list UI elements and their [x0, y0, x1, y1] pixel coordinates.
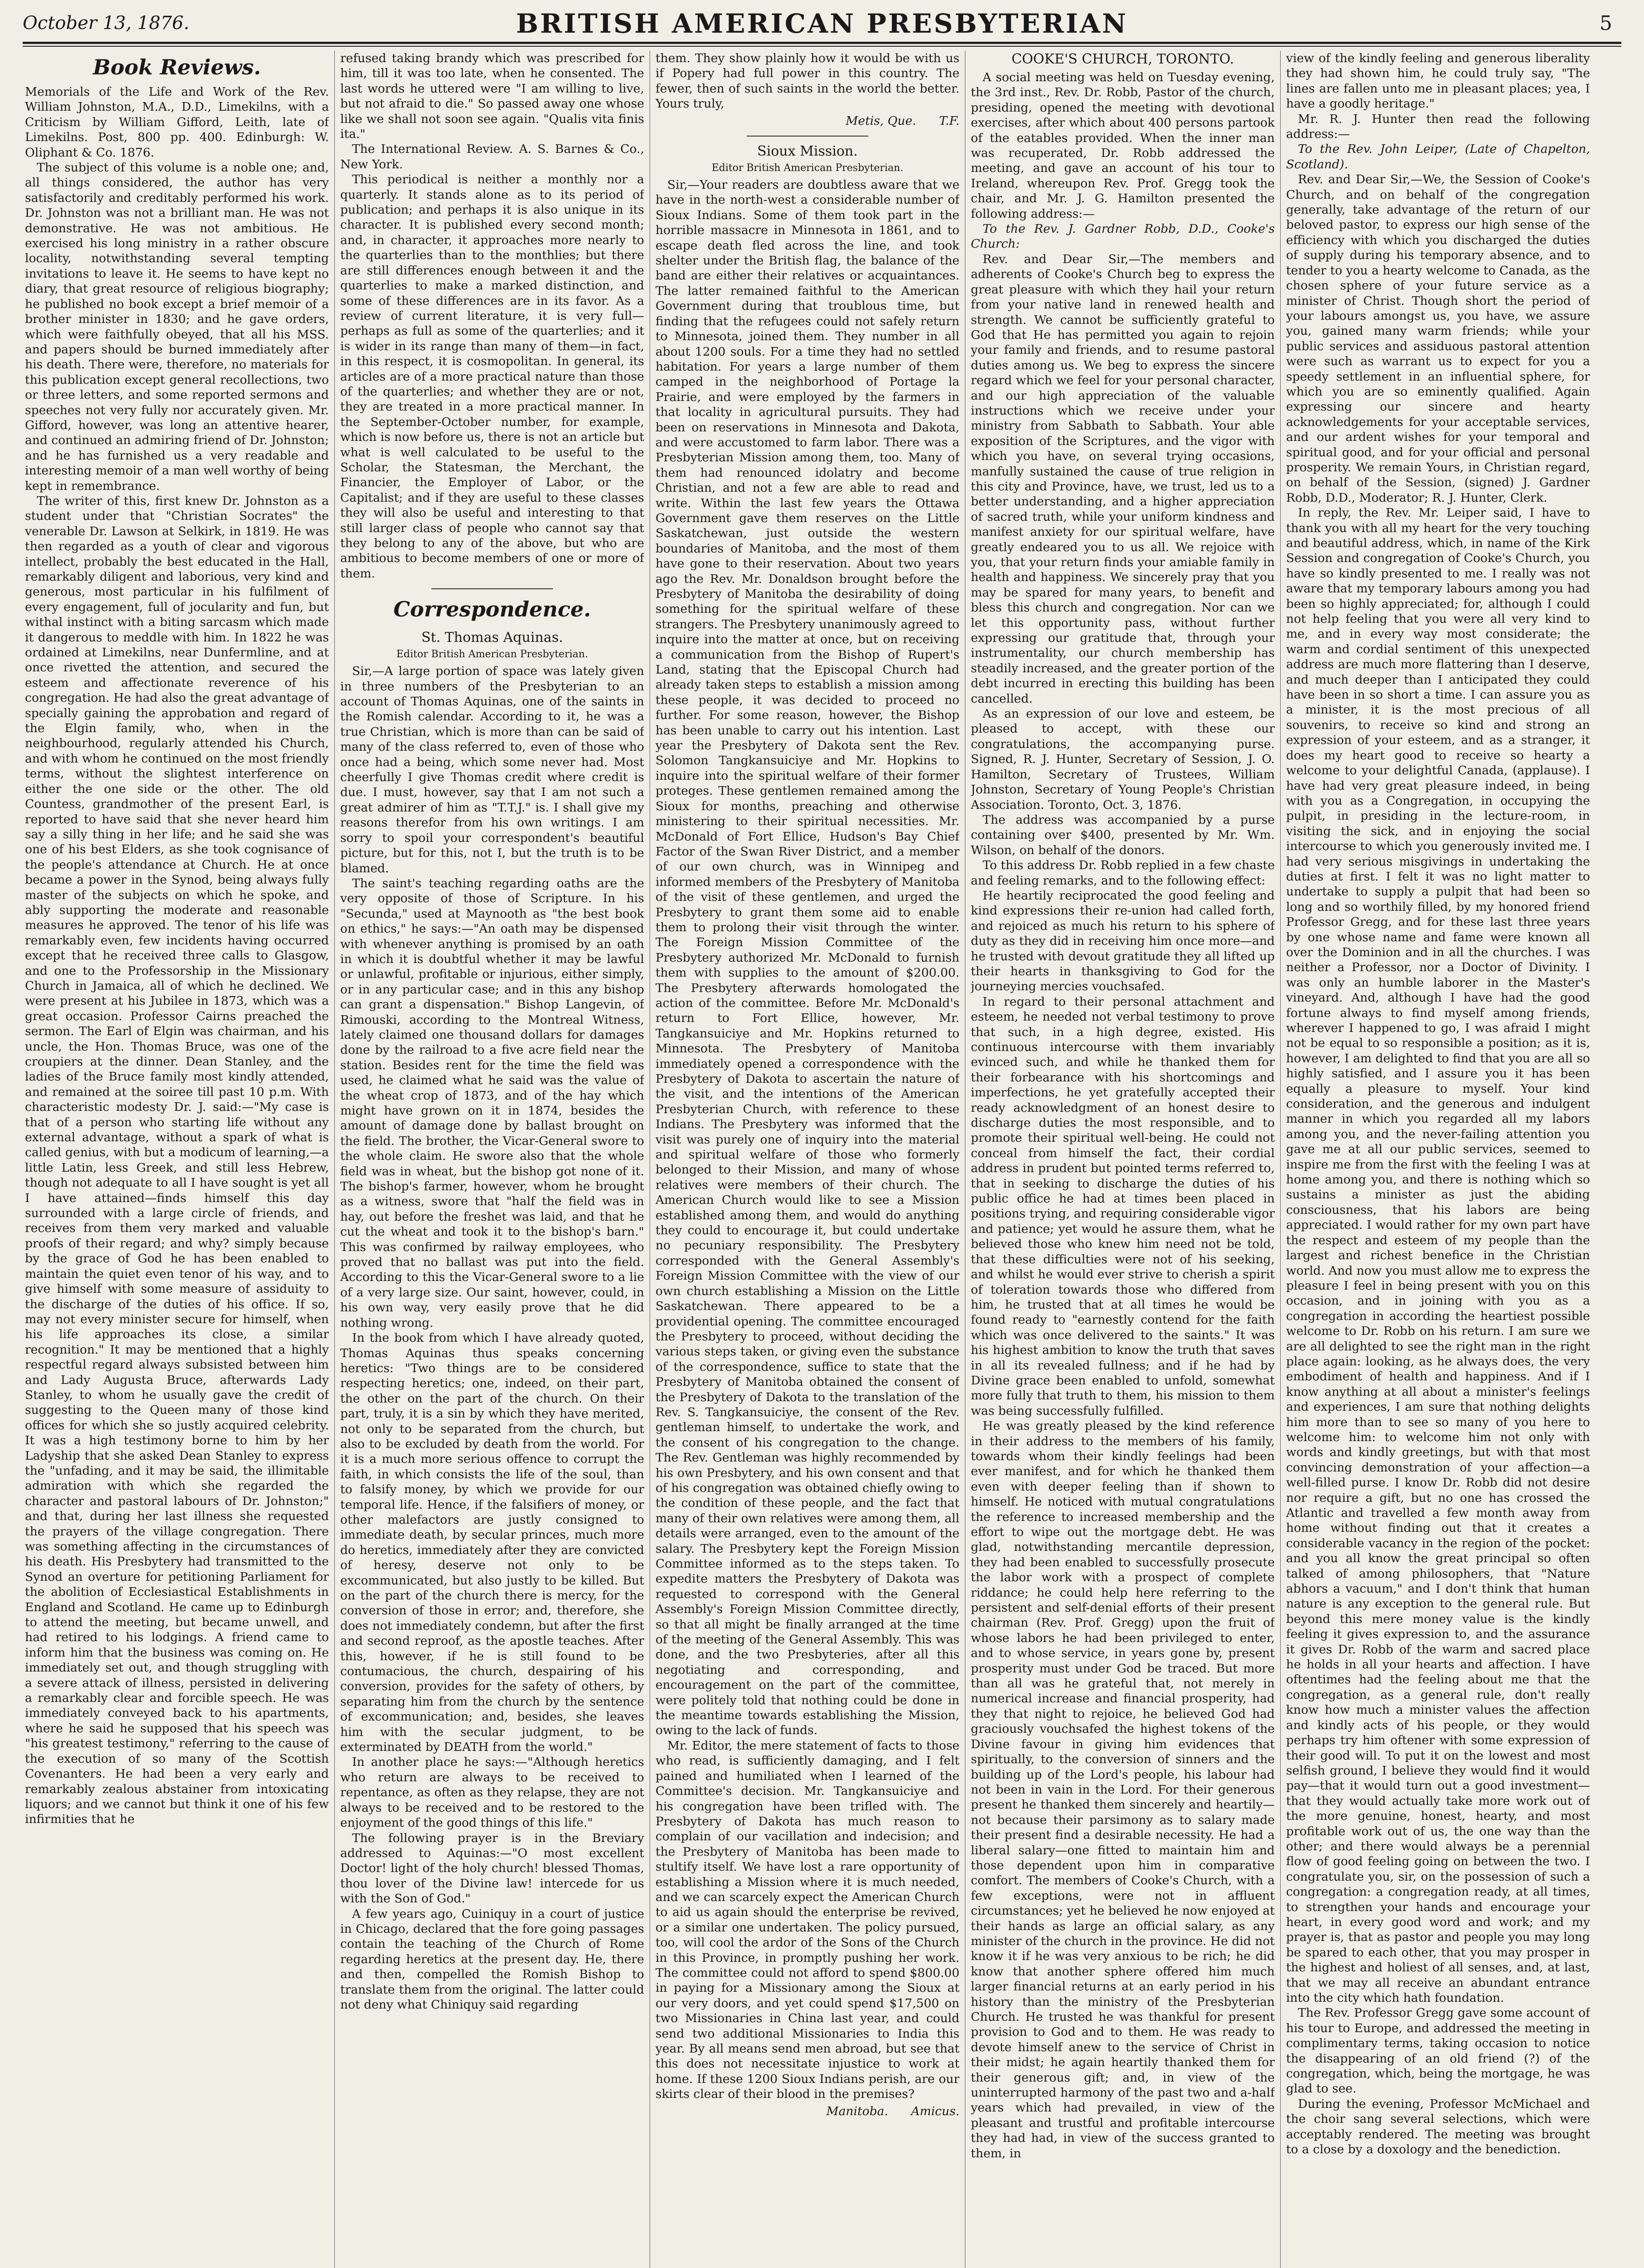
article-paragraph: He heartily reciprocated the good feeling and kind expressions their re-union had called forth, and rejoiced as much his return to his sphere of duty as they did in receiving him once more—and he trusted with devout gratitude they all lifted up their hearts in thanksgiving to God for the journeying mercies vouchsafed.: [971, 888, 1275, 994]
newspaper-title: BRITISH AMERICAN PRESBYTERIAN: [516, 8, 1128, 39]
article-paragraph: A few years ago, Cuiniquy in a court of justice in Chicago, declared that the fore going passages contain the teaching of the Church of Rome regarding heretics at the present day. He, there and then, compelled the Romish Bishop to translate them from the original. The latter could not deny what Chiniquy said regarding: [340, 1906, 644, 2012]
column-2: [340, 51, 644, 2268]
column-1: [25, 51, 329, 2268]
article-paragraph: In regard to their personal attachment and esteem, he needed not verbal testimony to prove that such, in a high degree, existed. His continuous intercourse with them invariably evinced such, and while he thanked them for their forbearance with his shortcomings and imperfections, he yet gratefully accepted their ready acknowledgment of an honest desire to discharge duties the most responsible, and to promote their spiritual well-being. He could not conceal from himself the fact, their cordial address in prudent but pointed terms referred to, that in seeking to discharge the duties of his public office he had at times been placed in positions trying, and requiring considerable vigor and patience; yet would he assure them, what he believed those who knew him need not be told, that these difficulties were not of his seeking, and whilst he would ever strive to cherish a spirit of toleration towards those who differed from him, he trusted that at all times he would be found ready to "earnestly contend for the faith which was once delivered to the saints." It was his highest ambition to know the truth that saves in all its revealed fullness; and if he had by Divine grace been enabled to unfold, somewhat more fully that truth to them, his mission to them was being successfully fulfilled.: [971, 994, 1275, 1418]
review-citation: The International Review. A. S. Barnes & Co., New York.: [340, 142, 644, 171]
article-paragraph: refused taking brandy which was prescribed for him, till it was too late, when he consented. The last words he uttered were "I am willing to live, but not afraid to die." So passed away one whose like we shall not soon see again. "Qualis vita finis ita.": [340, 51, 644, 142]
article-paragraph: To this address Dr. Robb replied in a few chaste and feeling remarks, and to the following effect:: [971, 858, 1275, 888]
column-divider: [1280, 51, 1281, 2268]
article-paragraph: In another place he says:—"Although heretics who return are always to be received to repentance, as often as they relapse, they are not always to be received and to be restored to the enjoyment of the good things of this life.": [340, 1755, 644, 1830]
article-paragraph: Sir,—Your readers are doubtless aware that we have in the north-west a considerable number of Sioux Indians. Some of them took part in the horrible massacre in Minnesota in 1861, and to escape death fled across the line, and took shelter under the British flag, the balance of the band are either their relatives or acquaintances. The latter remained faithful to the American Government during that troublous time, but finding that the refugees could not safely return to Minnesota, joined them. They number in all about 1200 souls. For a time they had no settled habitation. For years a large number of them camped in the neighborhood of Portage la Prairie, and were employed by the farmers in that locality in agricultural pursuits. They had been on reservations in Minnesota and Dakota, and were accustomed to farm labor. There was a Presbyterian Mission among them, too. Many of them had renounced idolatry and become Christian, and not a few are able to read and write. Within the last few years the Ottawa Government gave them reserves on the Little Saskatchewan, just outside the western boundaries of Manitoba, and the most of them have gone to their reservation. About two years ago the Rev. Mr. Donaldson brought before the Presbytery of Manitoba the desirability of doing something for the spiritual welfare of these strangers. The Presbytery unanimously agreed to inquire into the matter at once, but on receiving a communication from the Bishop of Rupert's Land, stating that the Episcopal Church had already taken steps to establish a mission among these people, it was decided to proceed no further. For some reason, however, the Bishop has been unable to carry out his intention. Last year the Presbytery of Dakota sent the Rev. Solomon Tangkansuiciye and Mr. Hopkins to inquire into the spiritual welfare of their former proteges. These gentlemen remained among the Sioux for months, preaching and otherwise ministering to their spiritual necessities. Mr. McDonald of Fort Ellice, Hudson's Bay Chief Factor of the Swan River District, and a member of our own church, was in Winnipeg and informed members of the Presbytery of Manitoba of the visit of these gentlemen, and urged the Presbytery to grant them some aid to enable them to prolong their visit through the winter. The Foreign Mission Committee of the Presbytery authorized Mr. McDonald to furnish them with supplies to the amount of $200.00. The Presbytery afterwards homologated the action of the committee. Before Mr. McDonald's return to Fort Ellice, however, Mr. Tangkansuiciye and Mr. Hopkins returned to Minnesota. The Presbytery of Manitoba immediately opened a correspondence with the Presbytery of Dakota to ascertain the nature of the visit, and the intentions of the American Presbyterian Church, with reference to these Indians. The Presbytery was informed that the visit was purely one of inquiry into the material and spiritual welfare of those who formerly belonged to their Mission, and many of whose relatives were members of their church. The American Church would like to see a Mission established among them, and would do anything they could to encourage it, but could undertake no pecuniary responsibility. The Presbytery corresponded with the General Assembly's Foreign Mission Committee with the view of our own church establishing a Mission on the Little Saskatchewan. There appeared to be a providential opening. The committee encouraged the Presbytery to proceed, without deciding the various steps taken, or giving even the substance of the correspondence, suffice to state that the Presbytery of Manitoba obtained the consent of the Presbytery of Dakota to the translation of the Rev. S. Tangkansuiciye, the consent of the Rev. gentleman himself, to undertake the work, and the consent of his congregation to the change. The Rev. Gentleman was highly recommended by his own Presbytery, and his own consent and that of his congregation was obtained chiefly owing to the condition of these people, and the fact that many of their own relatives were among them, all details were arranged, even to the amount of the salary. The Presbytery kept the Foreign Mission Committee informed as to the steps taken. To expedite matters the Presbytery of Dakota was requested to correspond with the General Assembly's Foreign Mission Committee directly, so that all might be finally arranged at the time of the meeting of the General Assembly. This was done, and the two Presbyteries, after all this negotiating and corresponding, and encouragement on the part of the committee, were politely told that nothing could be done in the meantime towards establishing the Mission, owing to the lack of funds.: [656, 178, 959, 1738]
column-3: [656, 51, 959, 2268]
letter-salutation-line: Editor British American Presbyterian.: [711, 162, 904, 174]
section-rule: [431, 588, 553, 589]
article-paragraph: During the evening, Professor McMichael and the choir sang several selections, which were acceptably rendered. The meeting was brought to a close by a doxology and the benediction.: [1286, 2097, 1590, 2157]
article-paragraph: Rev. and Dear Sir,—The members and adherents of Cooke's Church beg to express the great pleasure with which they hail your return from your native land in renewed health and strength. We cannot be sufficiently grateful to God that He has permitted you again to rejoin your family and friends, and to resume pastoral duties among us. We beg to express the sincere regard which we feel for your personal character, and our high appreciation of the valuable instructions which we receive under your ministry from Sabbath to Sabbath. Your able exposition of the Scriptures, and the vigor with which you have, on several trying occasions, manfully sustained the cause of true religion in this city and Province, have, we trust, led us to a better understanding, and a higher appreciation of sacred truth, while your uniform kindness and manifest anxiety for our spiritual welfare, have greatly endeared you to us all. We rejoice with you, that your return finds your amiable family in health and happiness. We sincerely pray that you may be spared for many years, to benefit and bless this church and congregation. Nor can we let this opportunity pass, without further expressing our gratitude that, through your instrumentality, our church membership has steadily increased, and the greater portion of the debt incurred in erecting this building has been cancelled.: [971, 252, 1275, 706]
section-rule: [747, 136, 868, 137]
signature-name: Amicus.: [911, 2104, 959, 2118]
section-heading-correspondence: Correspondence.: [393, 597, 591, 622]
address-heading: To the Rev. John Leiper, (Late of Chapelton, Scotland).: [1286, 142, 1590, 171]
article-paragraph: them. They show plainly how it would be with us if Popery had full power in this country. The fewer, then of such saints in the world the better. Yours truly,: [656, 51, 959, 111]
column-4: [971, 51, 1275, 2268]
letter-title: St. Thomas Aquinas.: [421, 630, 563, 646]
address-heading: To the Rev. J. Gardner Robb, D.D., Cooke's Church:: [971, 222, 1275, 251]
column-5: [1286, 51, 1590, 2268]
article-paragraph: In the book from which I have already quoted, Thomas Aquinas thus speaks concerning heretics: "Two things are to be considered respecting heretics; one, indeed, on their part, the other on the part of the church. On their part, truly, it is a sin by which they have merited, not only to be separated from the church, but also to be excluded by death from the world. For it is a much more serious offence to corrupt the faith, in which consists the life of the soul, than to falsify money, by which we provide for our temporal life. Hence, if the falsifiers of money, or other malefactors are justly consigned to immediate death, by secular princes, much more do heretics, immediately after they are convicted of heresy, deserve not only to be excommunicated, but also justly to be killed. But on the part of the church there is mercy, for the conversion of those in error; and, therefore, she does not immediately condemn, but after the first and second reproof, as the apostle teaches. After this, however, if he is still found to be contumacious, the church, despairing of his conversion, provides for the safety of others, by separating him from the church by the sentence of excommunication; and, besides, she leaves him with the secular judgment, to be exterminated by DEATH from the world.": [340, 1331, 644, 1755]
signature-place: Manitoba.: [826, 2104, 888, 2118]
article-paragraph: This periodical is neither a monthly nor a quarterly. It stands alone as to its period of publication; and perhaps it is also unique in its character. It is published every second month; and, in character, it approaches more nearly to the quarterlies than to the monthlies; but there are still differences enough between it and the quarterlies to make a marked distinction, and some of these differences are in its favor. As a review of current literature, it is very full—perhaps as full as some of the quarterlies; and it is wider in its range than many of them—in fact, in this respect, it is cosmopolitan. In general, its articles are of a more practical nature than those of the quarterlies; and whether they are or not, they are treated in a more practical manner. In the September-October number, for example, which is now before us, there is not an article but what is well calculated to be useful to the Scholar, the Statesman, the Merchant, the Financier, the Employer of Labor, or the Capitalist; and if they are useful to these classes they will also be useful and interesting to that still larger class of people who cannot say that they belong to any of the above, but who are ambitious to become members of one or more of them.: [340, 172, 644, 581]
article-paragraph: He was greatly pleased by the kind reference in their address to the members of his family, towards whom their kindly feelings had been ever manifest, and for which he thanked them even with deeper feeling than if shown to himself. He noticed with mutual congratulations the reference to increased membership and the effort to wipe out the mortgage debt. He was glad, notwithstanding mercantile depression, they had been enabled to successfully prosecute the labor work with a prospect of complete riddance; he could help here referring to the persistent and self-denial efforts of their present chairman (Rev. Prof. Gregg) upon the fruit of whose labors he had been privileged to enter, and to whose service, in years gone by, present prosperity must under God be traced. But more than all was he grateful that, not merely in numerical increase and financial prosperity, had they that night to rejoice, he believed God had graciously vouchsafed the highest tokens of the Divine favour in giving him evidences that spiritually, to the conversion of sinners and the building up of the Lord's people, his labour had not been in vain in the Lord. For their generous present he thanked them sincerely and heartily—not because their parsimony as to salary made their present find a desirable necessity. He had a liberal salary—one fitted to maintain him and those dependent upon him in comparative comfort. The members of Cooke's Church, with a few exceptions, were not in affluent circumstances; yet he believed he now enjoyed at their hands as large an official salary, as any minister of the church in the province. He did not know it if he was very anxious to be rich; he did know that another sphere offered him much larger financial returns at an early period in his history than the ministry of the Presbyterian Church. He trusted he was thankful for present provision to God and to them. He was ready to devote himself anew to the service of Christ in their midst; he again heartily thanked them for their generous gift; and, in view of the uninterrupted harmony of the past two and a-half years which had prevailed, in view of the pleasant and trustful and profitable intercourse they had had, in view of the success granted to them, in: [971, 1419, 1275, 2160]
signature-place: Metis, Que.: [846, 113, 916, 128]
masthead-rule: [23, 42, 1621, 44]
column-divider: [334, 51, 335, 2268]
letter-salutation-line: Editor British American Presbyterian.: [396, 649, 588, 660]
article-paragraph: Mr. Editor, the mere statement of facts to those who read, is sufficiently damaging, and I felt pained and humiliated when I learned of the Committee's decision. Mr. Tangkansuiciye and his congregation have been trifled with. The Presbytery of Dakota has much reason to complain of our vacillation and indecision; and the Presbytery of Manitoba has been made to stultify itself. We have lost a rare opportunity of establishing a Mission where it is much needed, and we can scarcely expect the American Church to aid us again should the enterprise be revived, or a similar one undertaken. The policy pursued, too, will cool the ardor of the Sons of the Church in this Province, in promptly pushing her work. The committee could not afford to spend $800.00 in paying for a Missionary among the Sioux at our very doors, and yet could spend $17,500 on two Missionaries in China last year, and could send two additional Missionaries to India this year. By all means send men abroad, but see that this does not necessitate injustice to work at home. If these 1200 Sioux Indians perish, are our skirts clear of their blood in the premises?: [656, 1738, 959, 2102]
masthead-rule-thin: [23, 46, 1621, 47]
article-paragraph: The Rev. Professor Gregg gave some account of his tour to Europe, and addressed the meeting in complimentary terms, taking occasion to notice the disappearing of an old friend (?) of the congregation, which, being the mortgage, he was glad to see.: [1286, 2006, 1590, 2096]
article-paragraph: view of the kindly feeling and generous liberality they had shown him, he could truly say, "The lines are fallen unto me in pleasant places; yea, I have a goodly heritage.": [1286, 51, 1590, 111]
article-paragraph: The following prayer is in the Breviary addressed to Aquinas:—"O most excellent Doctor! light of the holy church! blessed Thomas, thou lover of the Divine law! intercede for us with the Son of God.": [340, 1831, 644, 1906]
letter-title: Sioux Mission.: [757, 143, 858, 160]
article-paragraph: A social meeting was held on Tuesday evening, the 3rd inst., Rev. Dr. Robb, Pastor of the church, presiding, opened the meeting with devotional exercises, after which about 400 persons partook of the eatables provided. When the inner man was recuperated, Dr. Robb addressed the meeting, and gave an account of his tour to Ireland, whereupon Rev. Prof. Gregg took the chair, and Mr. J. G. Hamilton presented the following address:—: [971, 70, 1275, 221]
letter-signature: [656, 2104, 959, 2119]
article-paragraph: Rev. and Dear Sir,—We, the Session of Cooke's Church, and on behalf of the congregation generally, take advantage of the return of our beloved pastor, to express our high sense of the efficiency with which you discharged the duties of supply during his temporary absence, and to tender to you a hearty welcome to Canada, as the chosen sphere of your future service as a minister of Christ. Though short the period of your labours amongst us, you have, we assure you, gained many warm friends; while your public services and assiduous pastoral attention were such as warrant us to expect for you a speedy settlement in an influential sphere, for which you are so eminently qualified. Again expressing our sincere and hearty acknowledgements for your acceptable services, and our ardent wishes for your temporal and spiritual good, and for your official and personal prosperity. We remain Yours, in Christian regard, on behalf of the Session, (signed) J. Gardner Robb, D.D., Moderator; R. J. Hunter, Clerk.: [1286, 172, 1590, 505]
review-citation: Memorials of the Life and Work of the Rev. William Johnston, M.A., D.D., Limekilns, with a Criticism by William Gifford, Leith, late of Limekilns. Post, 800 pp. 400. Edinburgh: W. Oliphant & Co. 1876.: [25, 85, 329, 160]
article-paragraph: Mr. R. J. Hunter then read the following address:—: [1286, 112, 1590, 142]
article-paragraph: The writer of this, first knew Dr. Johnston as a student under that "Christian Socrates" the venerable Dr. Lawson at Selkirk, in 1819. He was then regarded as a youth of clear and vigorous intellect, probably the best educated in the Hall, remarkably diligent and laborious, very kind and generous, most particular in his fulfilment of every engagement, full of jocularity and fun, but withal instinct with a biting sarcasm which made it dangerous to meddle with him. In 1822 he was ordained at Limekilns, near Dunfermline, and at once rivetted the attention, and secured the esteem and affectionate reverence of his congregation. He had also the great advantage of specially gaining the approbation and regard of the Elgin family, who, when in the neighbourhood, regularly attended his Church, and with whom he continued on the most friendly terms, without the slightest interference on either the one side or the other. The old Countess, grandmother of the present Earl, is reported to have said that she never heard him say a silly thing in her life; and he said she was one of his best Elders, as she took cognisance of the people's attendance at Church. He at once became a power in the Synod, being always fully master of the subjects on which he spoke, and ably supporting the moderate and reasonable measures he approved. The tenor of his life was remarkably even, few incidents having occurred except that he received three calls to Glasgow, and one to the Professorship in the Missionary Church in Jamaica, all of which he declined. We were present at his Jubilee in 1873, which was a great occasion. Professor Cairns preached the sermon. The Earl of Elgin was chairman, and his uncle, the Hon. Thomas Bruce, was one of the croupiers at the dinner. Dean Stanley, and the ladies of the Bruce family most kindly attended, and remained at the soiree till past 10 p.m. With characteristic modesty Dr. J. said:—"My case is that of a person who starting life without any external advantage, without a spark of what is called genius, with but a modicum of learning,—a little Latin, less Greek, and still less Hebrew, though not adequate to all I have sought is yet all I have attained—finds himself this day surrounded with a large circle of friends, and receives from them very marked and valuable proofs of their regard; and why? simply because by the grace of God he has been enabled to maintain the quiet even tenor of his way, and to give himself with some measure of assiduity to the discharge of the duties of his office. If so, may not every minister secure for himself, when his life approaches its close, a similar recognition." It may be mentioned that a highly respectful regard always subsisted between him and Lady Augusta Bruce, afterwards Lady Stanley, to whom he usually gave the credit of suggesting to the Queen many of those kind offices for which she so justly acquired celebrity. It was a high testimony borne to him by her Ladyship that she asked Dean Stanley to express the "unfading, and it may be said, the illimitable admiration with which she regarded the character and pastoral labours of Dr. Johnston;" and that, during her last illness she requested the prayers of the village congregation. There was something affecting in the circumstances of his death. His Presbytery had transmitted to the Synod an overture for petitioning Parliament for the abolition of Ecclesiastical Establishments in England and Scotland. He came up to Edinburgh to attend the meeting, but became unwell, and had retired to his lodgings. A friend came to inform him that the business was coming on. He immediately set out, and though struggling with a severe attack of illness, persisted in delivering a remarkably clear and forcible speech. He was immediately conveyed back to his apartments, where he said he supposed that his speech was "his greatest testimony," referring to the cause of the execution of so many of the Scottish Covenanters. He had been a very early and remarkably zealous abstainer from intoxicating liquors; and we cannot but think it one of his few infirmities that he: [25, 494, 329, 1827]
letter-signature: [656, 113, 959, 128]
article-paragraph: The subject of this volume is a noble one; and, all things considered, the author has very satisfactorily and creditably performed his work. Dr. Johnston was not a brilliant man. He was not demonstrative. He was not ambitious. He exercised his long ministry in a rather obscure locality, notwithstanding several tempting invitations to leave it. He seems to have kept no diary, that great resource of religious biography; he published no book except a brief memoir of a brother minister in 1830; and he gave orders, which were faithfully obeyed, that all his MSS. and papers should be burned immediately after his death. There were, therefore, no materials for this publication except general recollections, two or three letters, and some reported sermons and speeches not very fully nor accurately given. Mr. Gifford, however, was long an attentive hearer, and continued an admiring friend of Dr. Johnston; and he has furnished us a very readable and interesting memoir of a man well worthy of being kept in remembrance.: [25, 161, 329, 493]
signature-name: T.F.: [939, 113, 959, 128]
article-paragraph: The saint's teaching regarding oaths are the very opposite of those of Scripture. In his "Secunda," used at Maynooth as "the best book on ethics," he says:—"An oath may be dispensed with whenever anything is promised by an oath in which it is doubtful whether it may be lawful or unlawful, profitable or injurious, either simply, or in any particular case; and in this any bishop can grant a dispensation." Bishop Langevin, of Rimouski, according to the Montreal Witness, lately claimed one thousand dollars for damages done by the railroad to a five acre field near the station. Besides rent for the time the field was used, he claimed what he said was the value of the wheat crop of 1873, and of the hay which might have grown on it in 1874, besides the amount of damage done by ballast brought on the field. The brother, the Vicar-General swore to the whole claim. He swore also that the whole field was in wheat, but the bishop got none of it. The bishop's farmer, however, whom he brought as a witness, swore that "half the field was in hay, out before the freshet was laid, and that he cut the wheat and took it to the bishop's barn." This was confirmed by railway employees, who proved that no ballast was put into the field. According to this the Vicar-General swore to a lie of a very large size. Our saint, however, could, in his own way, very easily prove that he did nothing wrong.: [340, 876, 644, 1330]
masthead: [23, 5, 1621, 39]
issue-date: October 13, 1876.: [23, 13, 190, 34]
article-paragraph: In reply, the Rev. Mr. Leiper said, I have to thank you with all my heart for the very touching and beautiful address, which, in name of the Kirk Session and congregation of Cooke's Church, you have so kindly presented to me. I really was not aware that my temporary labours among you had been so highly appreciated; for, although I could not help feeling that you were all very kind to me, and in every way most considerate; the warm and cordial sentiment of this unexpected address are much more flattering than I deserve, and much deeper than I anticipated they could have been in so short a time. I can assure you as a minister, it is the most precious of all souvenirs, to receive so kind and strong an expression of your esteem, and as a stranger, it does my heart good to receive so hearty a welcome to your delightful Canada, (applause). I have had very great pleasure indeed, in being with you as a Congregation, in occupying the pulpit, in presiding in the lecture-room, in visiting the sick, and in enjoying the social intercourse to which you generously invited me. I had very serious misgivings in undertaking the duties at first. I felt it was no light matter to undertake to supply a pulpit that had been so long and so worthily filled, by my honored friend Professor Gregg, and for these last three years by one whose name and fame were known all over the Dominion and in all the churches. I was neither a Professor, nor a Doctor of Divinity. I was only an humble laborer in the Master's vineyard. And, although I have had the good fortune always to find myself among friends, wherever I happened to go, I was afraid I might not be equal to so responsible a position; as it is, however, I am delighted to find that you are all so highly satisfied, and I assure you it has been equally a pleasure to myself. Your kind consideration, and the generous and indulgent manner in which you regarded all my labors among you, and the never-failing attention you gave me at all our public services, seemed to inspire me from the first with the feeling I was at home among you, and there is nothing which so sustains a minister as just the abiding consciousness, that his labors are being appreciated. I would rather for my own part have the respect and esteem of my people than the largest and richest benefice in the Christian world. And now you must allow me to express the pleasure I feel in being present with you on this occasion, and in joining with you as a congregation in according the heartiest possible welcome to Dr. Robb on his return. I am sure we are all delighted to see the right man in the right place again: looking, as he always does, the very embodiment of health and happiness. And if I know anything at all about a minister's feelings and experiences, I am sure that nothing delights him more than to see so many of you here to welcome him: to welcome him not only with words and kindly greetings, but with that most convincing demonstration of your affection—a well-filled purse. I know Dr. Robb did not desire nor require a gift, but no one has crossed the Atlantic and travelled a few month away from home without finding out that it creates a considerable vacancy in the region of the pocket: and you all know the great principal so often talked of among philosophers, that "Nature abhors a vacuum," and I don't think that human nature is any exception to the general rule. But beyond this mere money value is the kindly feeling it gives expression to, and the assurance it gives Dr. Robb of the warm and sacred place he holds in all your hearts and affection. I have oftentimes had the feeling about me that the congregation, as a general rule, don't really know how much a minister values the affection and kindly acts of his people, or they would perhaps try him oftener with some expression of their good will. To put it on the lowest and most selfish ground, I believe they would find it would pay—that it would turn out a good investment—that they would actually take more work out of the more genuine, honest, hearty, and most profitable work out of us, the one way than the other; and there would always be a perennial flow of good feeling going on between the two. I congratulate you, sir, on the possession of such a congregation: a congregation ready, at all times, to strengthen your hands and encourage your heart, in every good word and work; and my prayer is, that as pastor and people you may long be spared to each other, that you may prosper in the highest and holiest of all senses, and, at last, that we may all receive an abundant entrance into the city which hath foundation.: [1286, 506, 1590, 2005]
section-heading-book-reviews: Book Reviews.: [93, 55, 261, 79]
page-number: 5: [1600, 12, 1612, 35]
article-paragraph: As an expression of our love and esteem, be pleased to accept, with these our congratulations, the accompanying purse. Signed, R. J. Hunter, Secretary of Session, J. O. Hamilton, Secretary of Trustees, William Johnston, Secretary of Young People's Christian Association. Toronto, Oct. 3, 1876.: [971, 707, 1275, 812]
article-paragraph: The address was accompanied by a purse containing over $400, presented by Mr. Wm. Wilson, on behalf of the donors.: [971, 812, 1275, 857]
article-title: COOKE'S CHURCH, TORONTO.: [1011, 51, 1234, 67]
article-paragraph: Sir,—A large portion of space was lately given in three numbers of the Presbyterian to an account of Thomas Aquinas, one of the saints in the Romish calendar. According to it, he was a true Christian, which is more than can be said of many of the class referred to, even of those who once had a being, which some never had. Most cheerfully I give Thomas credit where credit is due. I must, however, say that I am not such a great admirer of him as "T.T.J." is. I shall give my reasons therefor from his own writings. I am sorry to spoil your correspondent's beautiful picture, but for this, not I, but the truth is to be blamed.: [340, 664, 644, 875]
